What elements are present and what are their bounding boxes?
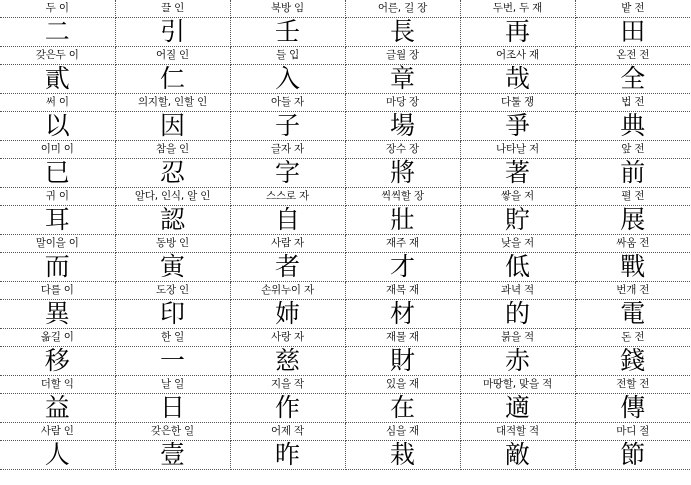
meaning-row [0, 141, 690, 159]
meaning-reading-cell: 더할 익 [0, 376, 115, 394]
meaning-reading-cell: 어질 인 [115, 47, 230, 65]
hanja-character-cell: 引 [115, 18, 230, 47]
meaning-reading-cell: 아들 자 [230, 94, 345, 112]
meaning-reading-cell: 스스로 자 [230, 188, 345, 206]
meaning-reading-cell: 북방 임 [230, 0, 345, 18]
hanja-character-cell: 壯 [345, 206, 460, 235]
hanja-character-cell: 而 [0, 253, 115, 282]
hanja-character-cell: 適 [460, 394, 575, 423]
hanja-character-cell: 已 [0, 159, 115, 188]
meaning-reading-cell: 밭 전 [575, 0, 690, 18]
meaning-reading-cell: 알다, 인식, 알 인 [115, 188, 230, 206]
hanja-character-cell: 異 [0, 300, 115, 329]
hanja-character-cell: 壹 [115, 441, 230, 470]
hanja-character-cell: 哉 [460, 65, 575, 94]
hanja-character-cell: 戰 [575, 253, 690, 282]
hanja-character-cell: 入 [230, 65, 345, 94]
hanja-character-cell: 電 [575, 300, 690, 329]
meaning-row [0, 329, 690, 347]
character-row [0, 65, 690, 94]
meaning-reading-cell: 법 전 [575, 94, 690, 112]
meaning-reading-cell: 펼 전 [575, 188, 690, 206]
meaning-reading-cell: 재주 재 [345, 235, 460, 253]
meaning-row [0, 0, 690, 18]
meaning-reading-cell: 마디 절 [575, 423, 690, 441]
meaning-reading-cell: 두번, 두 재 [460, 0, 575, 18]
hanja-character-cell: 再 [460, 18, 575, 47]
meaning-reading-cell: 손위누이 자 [230, 282, 345, 300]
meaning-reading-cell: 어제 작 [230, 423, 345, 441]
hanja-character-cell: 典 [575, 112, 690, 141]
meaning-reading-cell: 지을 작 [230, 376, 345, 394]
meaning-reading-cell: 장수 장 [345, 141, 460, 159]
hanja-character-cell: 移 [0, 347, 115, 376]
hanja-character-cell: 寅 [115, 253, 230, 282]
hanja-character-cell: 栽 [345, 441, 460, 470]
hanja-character-cell: 姉 [230, 300, 345, 329]
meaning-reading-cell: 사람 자 [230, 235, 345, 253]
hanja-character-cell: 忍 [115, 159, 230, 188]
hanja-character-cell: 貯 [460, 206, 575, 235]
meaning-reading-cell: 온전 전 [575, 47, 690, 65]
hanja-character-cell: 才 [345, 253, 460, 282]
meaning-reading-cell: 들 입 [230, 47, 345, 65]
meaning-reading-cell: 나타날 저 [460, 141, 575, 159]
hanja-character-cell: 字 [230, 159, 345, 188]
meaning-row [0, 47, 690, 65]
hanja-character-cell: 錢 [575, 347, 690, 376]
hanja-character-cell: 作 [230, 394, 345, 423]
meaning-reading-cell: 마당 장 [345, 94, 460, 112]
meaning-reading-cell: 말이을 이 [0, 235, 115, 253]
meaning-reading-cell: 참을 인 [115, 141, 230, 159]
hanja-character-cell: 印 [115, 300, 230, 329]
hanja-character-cell: 認 [115, 206, 230, 235]
meaning-reading-cell: 다를 이 [0, 282, 115, 300]
meaning-reading-cell: 돈 전 [575, 329, 690, 347]
meaning-reading-cell: 앞 전 [575, 141, 690, 159]
meaning-row [0, 94, 690, 112]
meaning-reading-cell: 붉을 적 [460, 329, 575, 347]
meaning-reading-cell: 낮을 저 [460, 235, 575, 253]
hanja-character-cell: 貳 [0, 65, 115, 94]
meaning-reading-cell: 씩씩할 장 [345, 188, 460, 206]
hanja-character-cell: 著 [460, 159, 575, 188]
hanja-character-cell: 壬 [230, 18, 345, 47]
hanja-character-cell: 人 [0, 441, 115, 470]
hanja-character-cell: 耳 [0, 206, 115, 235]
meaning-reading-cell: 재물 재 [345, 329, 460, 347]
hanja-character-cell: 自 [230, 206, 345, 235]
meaning-row [0, 423, 690, 441]
hanja-character-cell: 章 [345, 65, 460, 94]
meaning-reading-cell: 이미 이 [0, 141, 115, 159]
meaning-reading-cell: 과녁 적 [460, 282, 575, 300]
meaning-reading-cell: 글월 장 [345, 47, 460, 65]
meaning-reading-cell: 번개 전 [575, 282, 690, 300]
character-row [0, 347, 690, 376]
meaning-reading-cell: 전할 전 [575, 376, 690, 394]
meaning-reading-cell: 날 일 [115, 376, 230, 394]
meaning-row [0, 235, 690, 253]
meaning-reading-cell: 갖은한 일 [115, 423, 230, 441]
character-row [0, 253, 690, 282]
hanja-character-cell: 因 [115, 112, 230, 141]
meaning-reading-cell: 있을 재 [345, 376, 460, 394]
hanja-character-cell: 子 [230, 112, 345, 141]
meaning-reading-cell: 끌 인 [115, 0, 230, 18]
hanja-character-cell: 節 [575, 441, 690, 470]
character-row [0, 300, 690, 329]
meaning-reading-cell: 사람 인 [0, 423, 115, 441]
hanja-character-cell: 的 [460, 300, 575, 329]
meaning-reading-cell: 사랑 자 [230, 329, 345, 347]
hanja-character-cell: 仁 [115, 65, 230, 94]
meaning-reading-cell: 옮길 이 [0, 329, 115, 347]
meaning-row [0, 188, 690, 206]
meaning-reading-cell: 다툴 쟁 [460, 94, 575, 112]
hanja-character-cell: 爭 [460, 112, 575, 141]
hanja-character-cell: 前 [575, 159, 690, 188]
meaning-row [0, 282, 690, 300]
meaning-reading-cell: 두 이 [0, 0, 115, 18]
hanja-character-cell: 全 [575, 65, 690, 94]
meaning-reading-cell: 쌓을 저 [460, 188, 575, 206]
hanja-character-cell: 長 [345, 18, 460, 47]
hanja-character-cell: 在 [345, 394, 460, 423]
meaning-reading-cell: 한 일 [115, 329, 230, 347]
meaning-reading-cell: 동방 인 [115, 235, 230, 253]
hanja-character-cell: 展 [575, 206, 690, 235]
meaning-reading-cell: 갖은두 이 [0, 47, 115, 65]
character-row [0, 159, 690, 188]
meaning-reading-cell: 싸움 전 [575, 235, 690, 253]
hanja-character-cell: 益 [0, 394, 115, 423]
hanja-character-cell: 田 [575, 18, 690, 47]
hanja-character-cell: 日 [115, 394, 230, 423]
meaning-reading-cell: 귀 이 [0, 188, 115, 206]
character-row [0, 18, 690, 47]
meaning-row [0, 376, 690, 394]
meaning-reading-cell: 써 이 [0, 94, 115, 112]
meaning-reading-cell: 재목 재 [345, 282, 460, 300]
hanja-character-cell: 昨 [230, 441, 345, 470]
meaning-reading-cell: 어조사 재 [460, 47, 575, 65]
hanja-character-cell: 二 [0, 18, 115, 47]
hanja-character-cell: 赤 [460, 347, 575, 376]
character-row [0, 441, 690, 470]
hanja-character-cell: 慈 [230, 347, 345, 376]
meaning-reading-cell: 마땅할, 맞을 적 [460, 376, 575, 394]
meaning-reading-cell: 글자 자 [230, 141, 345, 159]
hanja-character-cell: 財 [345, 347, 460, 376]
hanja-character-cell: 材 [345, 300, 460, 329]
meaning-reading-cell: 대적할 적 [460, 423, 575, 441]
hanja-character-cell: 者 [230, 253, 345, 282]
meaning-reading-cell: 심을 재 [345, 423, 460, 441]
hanja-character-cell: 以 [0, 112, 115, 141]
meaning-reading-cell: 도장 인 [115, 282, 230, 300]
character-row [0, 112, 690, 141]
hanja-character-cell: 一 [115, 347, 230, 376]
character-row [0, 206, 690, 235]
hanja-character-cell: 將 [345, 159, 460, 188]
hanja-character-cell: 場 [345, 112, 460, 141]
meaning-reading-cell: 어른, 길 장 [345, 0, 460, 18]
character-row [0, 394, 690, 423]
hanja-character-cell: 敵 [460, 441, 575, 470]
meaning-reading-cell: 의지할, 인할 인 [115, 94, 230, 112]
hanja-character-cell: 低 [460, 253, 575, 282]
hanja-character-cell: 傳 [575, 394, 690, 423]
